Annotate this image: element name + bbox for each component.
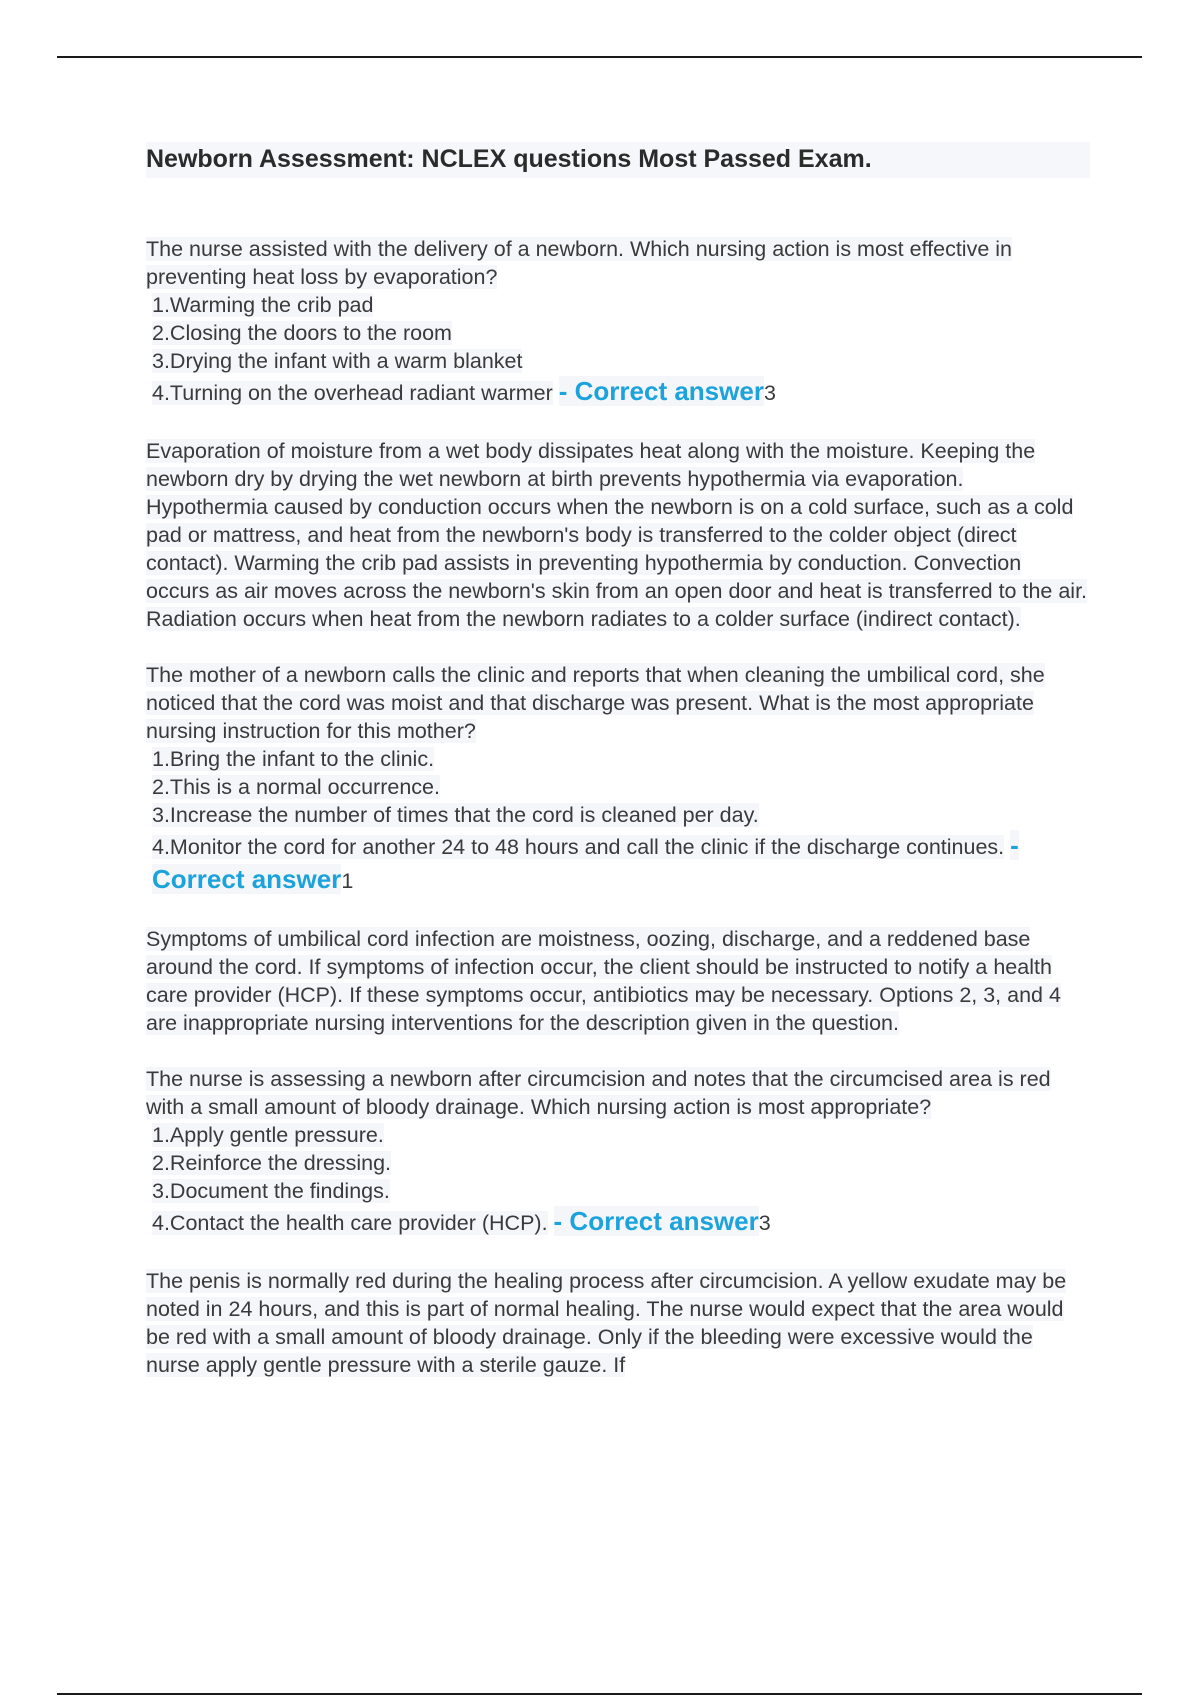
question-text: The nurse is assessing a newborn after circumcision and notes that the circumcised area is red with a small amount of bloody drainage. Which nursing action is most appropriate? — [146, 1067, 1051, 1119]
question-text: The nurse assisted with the delivery of a newborn. Which nursing action is most effective in preventing heat loss by evaporation? — [146, 237, 1012, 289]
option: 4.Monitor the cord for another 24 to 48 hours and call the clinic if the discharge continues. — [152, 835, 1005, 859]
option: 2.This is a normal occurrence. — [152, 775, 440, 799]
correct-answer-label: - Correct answer — [152, 830, 1019, 894]
question-block-3 — [146, 1065, 1090, 1239]
correct-answer-value: 1 — [341, 869, 354, 893]
bottom-rule — [57, 1693, 1142, 1695]
correct-answer-label: - Correct answer — [558, 376, 764, 406]
option: 2.Reinforce the dressing. — [152, 1151, 392, 1175]
document-body — [146, 142, 1090, 1407]
question-block-2 — [146, 661, 1090, 897]
option: 4.Turning on the overhead radiant warmer — [152, 381, 553, 405]
option: 1.Bring the infant to the clinic. — [152, 747, 435, 771]
question-text: The mother of a newborn calls the clinic and reports that when cleaning the umbilical cord, she noticed that the cord was moist and that discharge was present. What is the most appropriate nursing instruction for this mother? — [146, 663, 1045, 743]
explanation-2 — [146, 925, 1090, 1037]
correct-answer-value: 3 — [763, 381, 776, 405]
option: 3.Document the findings. — [152, 1179, 390, 1203]
document-title: Newborn Assessment: NCLEX questions Most Passed Exam. — [146, 142, 1090, 178]
option: 2.Closing the doors to the room — [152, 321, 452, 345]
top-rule — [57, 56, 1142, 58]
correct-answer-label: - Correct answer — [553, 1206, 759, 1236]
explanation-text: The penis is normally red during the healing process after circumcision. A yellow exudate may be noted in 24 hours, and this is part of normal healing. The nurse would expect that the area would be red with a small amount of bloody drainage. Only if the bleeding were excessive would the nurse apply gentle pressure with a sterile gauze. If — [146, 1269, 1067, 1377]
option: 1.Apply gentle pressure. — [152, 1123, 384, 1147]
explanation-3 — [146, 1267, 1090, 1379]
explanation-1 — [146, 437, 1090, 633]
question-block-1 — [146, 235, 1090, 409]
explanation-text: Evaporation of moisture from a wet body dissipates heat along with the moisture. Keeping the newborn dry by drying the wet newborn at birth prevents hypothermia via evaporation. Hypothermia caused by conduction occurs when the newborn is on a cold surface, such as a cold pad or mattress, and heat from the newborn's body is transferred to the colder object (direct contact). Warming the crib pad assists in preventing hypothermia by conduction. Convection occurs as air moves across the newborn's skin from an open door and heat is transferred to the air. Radiation occurs when heat from the newborn radiates to a colder surface (indirect contact). — [146, 439, 1088, 631]
option: 1.Warming the crib pad — [152, 293, 374, 317]
option: 3.Drying the infant with a warm blanket — [152, 349, 523, 373]
option: 4.Contact the health care provider (HCP). — [152, 1211, 548, 1235]
option: 3.Increase the number of times that the cord is cleaned per day. — [152, 803, 759, 827]
explanation-text: Symptoms of umbilical cord infection are moistness, oozing, discharge, and a reddened base around the cord. If symptoms of infection occur, the client should be instructed to notify a health care provider (HCP). If these symptoms occur, antibiotics may be necessary. Options 2, 3, and 4 are inappropriate nursing interventions for the description given in the question. — [146, 927, 1061, 1035]
correct-answer-value: 3 — [758, 1211, 771, 1235]
